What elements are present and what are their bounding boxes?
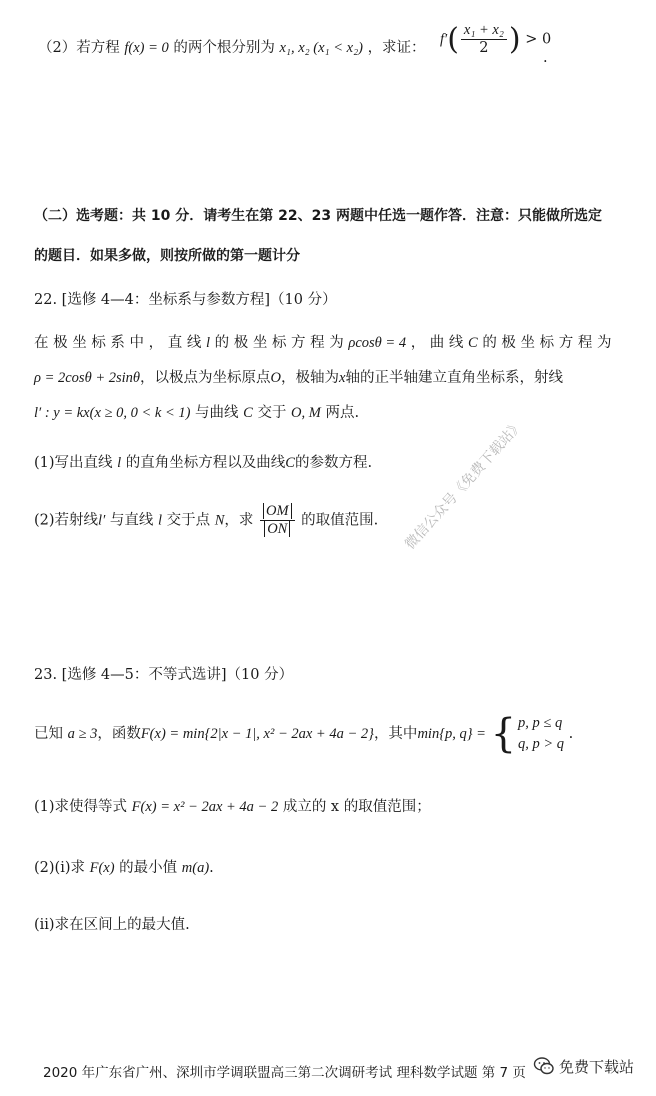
text: 的 极 坐 标 方 程 为 xyxy=(214,335,344,351)
F-of-x: F(x) xyxy=(89,860,115,876)
q21-part2-prefix: （2）若方程 xyxy=(38,40,120,56)
text: 与直线 xyxy=(109,512,154,529)
text: ，极轴为 xyxy=(281,370,340,386)
text: 交于 xyxy=(257,405,287,421)
page-footer: 2020 年广东省广州、深圳市学调联盟高三第二次调研考试 理科数学试题 第 7 页 xyxy=(43,1065,526,1081)
ratio-fraction xyxy=(260,503,295,538)
text: 两点. xyxy=(325,405,360,421)
var-x: x xyxy=(339,370,346,386)
q23-given xyxy=(34,713,573,755)
var-N: N xyxy=(214,512,225,529)
text: (2)若射线 xyxy=(34,512,99,529)
m-of-a: m(a) xyxy=(181,860,210,876)
cases-block xyxy=(491,713,565,755)
q21-part2-middle: 的两个根分别为 xyxy=(173,40,275,56)
case-1: p, p ≤ q xyxy=(518,715,563,731)
text: ， 曲 线 xyxy=(410,335,464,351)
abs-OM: OM xyxy=(263,503,292,519)
eq-min: min{p, q} = xyxy=(417,726,486,742)
var-l: l xyxy=(117,455,122,471)
left-paren: ( xyxy=(447,22,459,57)
var-lprime: l′ xyxy=(98,512,106,529)
q21-inequality xyxy=(440,22,551,57)
wechat-icon xyxy=(533,1055,555,1077)
eq-F: F(x) = min{2|x − 1|, x² − 2ax + 4a − 2} xyxy=(140,726,374,742)
q22-part2 xyxy=(34,503,378,538)
var-l: l xyxy=(205,335,211,351)
text: 的取值范围. xyxy=(301,512,379,529)
footer-logo xyxy=(533,1055,634,1077)
text: 的 极 坐 标 方 程 为 xyxy=(482,335,612,351)
q21-fx-eq: f(x) = 0 xyxy=(124,40,169,56)
q21-frac-den: 2 xyxy=(479,40,489,56)
text: (1)写出直线 xyxy=(34,455,113,471)
q23-part2ii: (ii)求在区间上的最大值. xyxy=(34,917,190,933)
var-OM: O, M xyxy=(291,405,321,421)
q22-p1-line3 xyxy=(34,401,359,422)
text: 成立的 x 的取值范围； xyxy=(282,799,431,815)
text: 的直角坐标方程以及曲线 xyxy=(125,455,286,471)
text: . xyxy=(209,860,214,876)
text: 轴的正半轴建立直角坐标系，射线 xyxy=(345,370,563,386)
text: ，函数 xyxy=(97,726,141,742)
text: 与曲线 xyxy=(195,405,239,421)
q23-part1 xyxy=(34,795,431,816)
text: ，求 xyxy=(224,512,254,529)
eq-part1: F(x) = x² − 2ax + 4a − 2 xyxy=(131,799,279,815)
left-brace: { xyxy=(490,711,517,757)
footer-logo-text: 免费下载站 xyxy=(559,1057,635,1076)
text: 交于点 xyxy=(166,512,211,529)
text: ，其中 xyxy=(373,726,418,742)
abs-ON: ON xyxy=(264,521,290,537)
text: . xyxy=(568,726,574,742)
section2-line1: （二）选考题：共 10 分．请考生在第 22、23 两题中任选一题作答．注意：只能做所选定 xyxy=(34,208,602,224)
eq-ray: l′ : y = kx(x ≥ 0, 0 < k < 1) xyxy=(34,405,191,421)
q21-gt0: > 0 xyxy=(525,31,552,48)
text: 已知 xyxy=(34,726,63,742)
text: ，以极点为坐标原点 xyxy=(140,370,271,386)
var-l: l xyxy=(157,512,162,529)
q21-fraction xyxy=(461,22,507,57)
q21-roots: x₁, x₂ (x₁ < x₂) xyxy=(279,40,363,56)
text: (1)求使得等式 xyxy=(34,799,128,815)
q22-part1 xyxy=(34,451,372,472)
section2-line2: 的题目．如果多做，则按所做的第一题计分 xyxy=(34,248,300,264)
var-C: C xyxy=(285,455,295,471)
watermark-text: 微信公众号《免费下载站》 xyxy=(402,417,527,553)
cond-a: a ≥ 3 xyxy=(67,726,98,742)
var-C: C xyxy=(243,405,253,421)
case-2: q, p > q xyxy=(518,736,565,752)
text: 的最小值 xyxy=(119,860,178,876)
q22-p1-line2 xyxy=(34,366,563,387)
q22-header: 22. [选修 4—4：坐标系与参数方程]（10 分） xyxy=(34,292,337,308)
q22-p1-line1 xyxy=(34,331,611,352)
q23-part2i xyxy=(34,856,214,877)
q21-period: . xyxy=(543,50,548,66)
q21-prove: ，求证： xyxy=(367,40,426,56)
text: 在 极 坐 标 系 中 ， 直 线 xyxy=(34,335,202,351)
text: (2)(i)求 xyxy=(34,860,85,876)
eq-curve-C: ρ = 2cosθ + 2sinθ xyxy=(34,370,141,386)
q23-header: 23. [选修 4—5：不等式选讲]（10 分） xyxy=(34,667,294,683)
var-O: O xyxy=(270,370,282,386)
text: 的参数方程. xyxy=(294,455,373,471)
right-paren: ) xyxy=(508,22,521,57)
var-C: C xyxy=(468,335,478,351)
eq-line-l: ρcosθ = 4 xyxy=(348,335,407,351)
q21-frac-num: x₁ + x₂ xyxy=(461,22,507,40)
q21-fprime: f′ xyxy=(440,31,448,48)
q21-part2-line xyxy=(38,36,426,57)
